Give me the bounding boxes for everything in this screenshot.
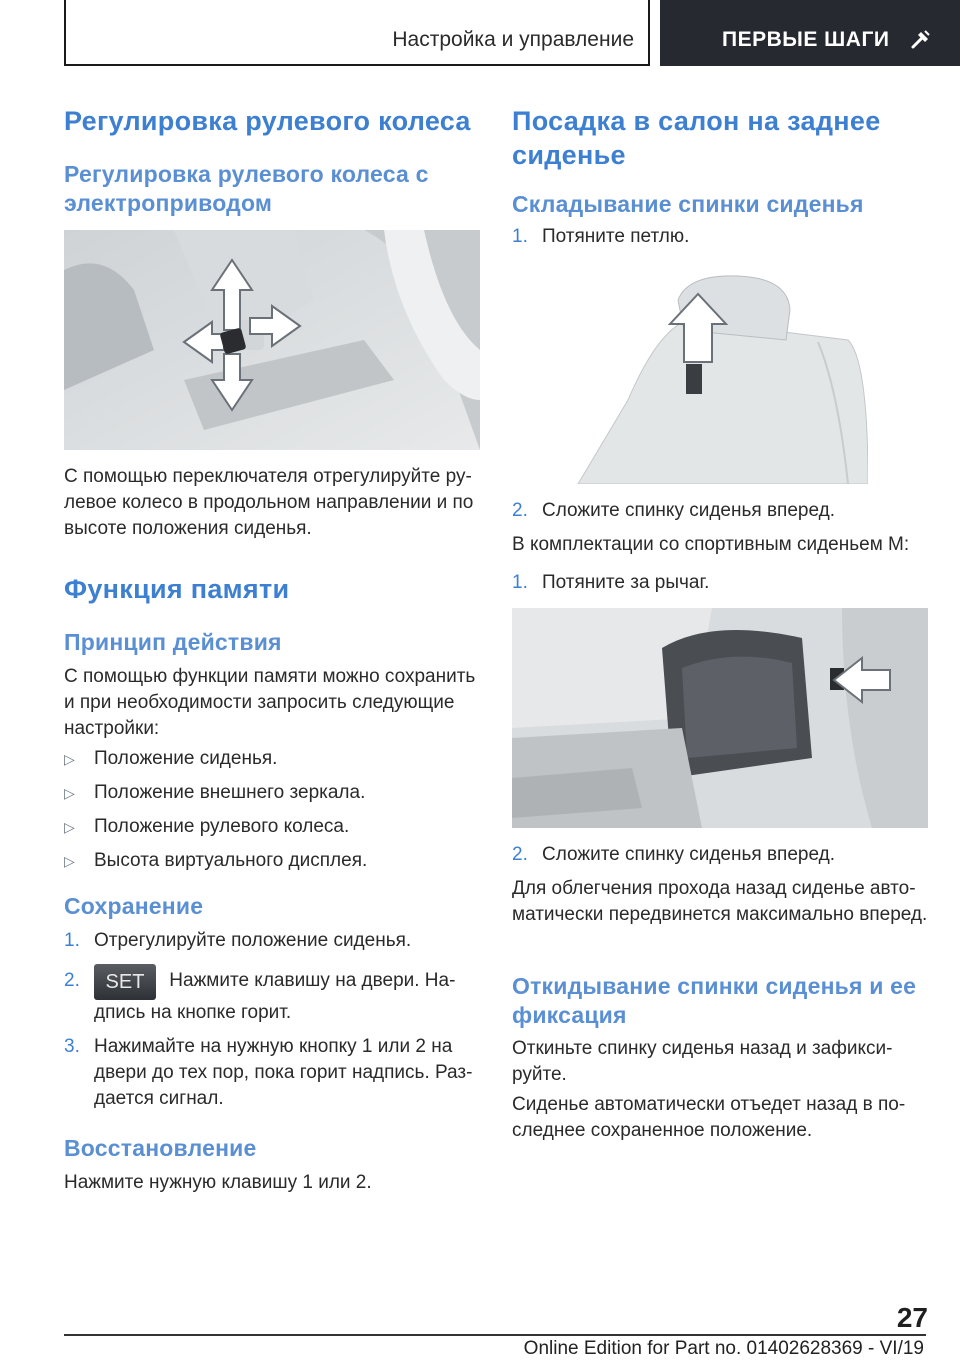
heading-principle: Принцип действия — [64, 629, 282, 655]
header-section-title: Настройка и управление — [392, 28, 634, 51]
footer-edition: Online Edition for Part no. 01402628369 - VI/19 — [523, 1338, 924, 1359]
easy-entry-paragraph: Для облегчения прохода назад сиденье автоматически передвинется максимально вперед. — [512, 878, 928, 925]
header-box — [64, 0, 650, 66]
fold-step-2: 2. Сложите спинку сиденья вперед. — [512, 500, 835, 521]
heading-steering: Регулировка рулевого колеса — [64, 106, 471, 136]
list-item: ▷ Положение сиденья. — [64, 746, 480, 772]
list-item: ▷ Положение внешнего зеркала. — [64, 780, 480, 806]
heading-electric-steering: Регулировка рулевого колеса с электроприводом — [64, 161, 429, 216]
page-number: 27 — [896, 1302, 928, 1333]
restore-paragraph: Нажмите нужную клавишу 1 или 2. — [64, 1172, 372, 1193]
triangle-bullet-icon: ▷ — [64, 819, 75, 835]
wrench-icon — [910, 28, 932, 50]
fold-step-1: 1. Потяните петлю. — [512, 226, 690, 247]
steering-paragraph: С помощью переключателя отрегулируйте рулевое колесо в продольном направлении и по высоте положения сиденья. — [64, 466, 474, 539]
unfold-paragraph-2: Сиденье автоматически отъедет назад в последнее сохраненное положение. — [512, 1094, 906, 1141]
principle-paragraph: С помощью функции памяти можно сохранить и при необходимости запросить следующие настройки: — [64, 666, 476, 739]
heading-restore: Восстановление — [64, 1135, 257, 1161]
heading-save: Сохранение — [64, 893, 204, 919]
sport-seat-paragraph: В комплектации со спортивным сиденьем M: — [512, 534, 910, 555]
set-button-icon: SET — [94, 964, 156, 1000]
heading-fold: Складывание спинки сиденья — [512, 191, 864, 217]
heading-rear-seat: Посадка в салон на заднее сиденье — [512, 106, 881, 170]
footer-divider — [64, 1334, 926, 1336]
heading-memory: Функция памяти — [64, 574, 290, 604]
heading-unfold: Откидывание спинки сиденья и ее фиксация — [512, 973, 917, 1028]
list-item: ▷ Высота виртуального дисплея. — [64, 848, 480, 874]
header-chapter-tab — [660, 0, 960, 66]
chapter-title: ПЕРВЫЕ ШАГИ — [722, 28, 890, 51]
list-item: ▷ Положение рулевого колеса. — [64, 814, 480, 840]
save-step-3: 3. Нажимайте на нужную кнопку 1 или 2 на двери до тех пор, пока горит надпись. Раздается сигнал. — [64, 1036, 473, 1109]
seat-loop-photo — [568, 270, 868, 484]
save-step-2: 2. SET Нажмите клавишу на двери. Надпись на кнопке горит. — [64, 968, 480, 994]
sport-step-1: 1. Потяните за рычаг. — [512, 572, 710, 593]
triangle-bullet-icon: ▷ — [64, 785, 75, 801]
sport-seat-lever-photo — [512, 608, 928, 828]
save-step-1: 1. Отрегулируйте положение сиденья. — [64, 930, 412, 951]
steering-adjust-photo — [64, 230, 480, 450]
triangle-bullet-icon: ▷ — [64, 853, 75, 869]
unfold-paragraph-1: Откиньте спинку сиденья назад и зафиксируйте. — [512, 1038, 893, 1085]
sport-step-2: 2. Сложите спинку сиденья вперед. — [512, 844, 835, 865]
triangle-bullet-icon: ▷ — [64, 751, 75, 767]
